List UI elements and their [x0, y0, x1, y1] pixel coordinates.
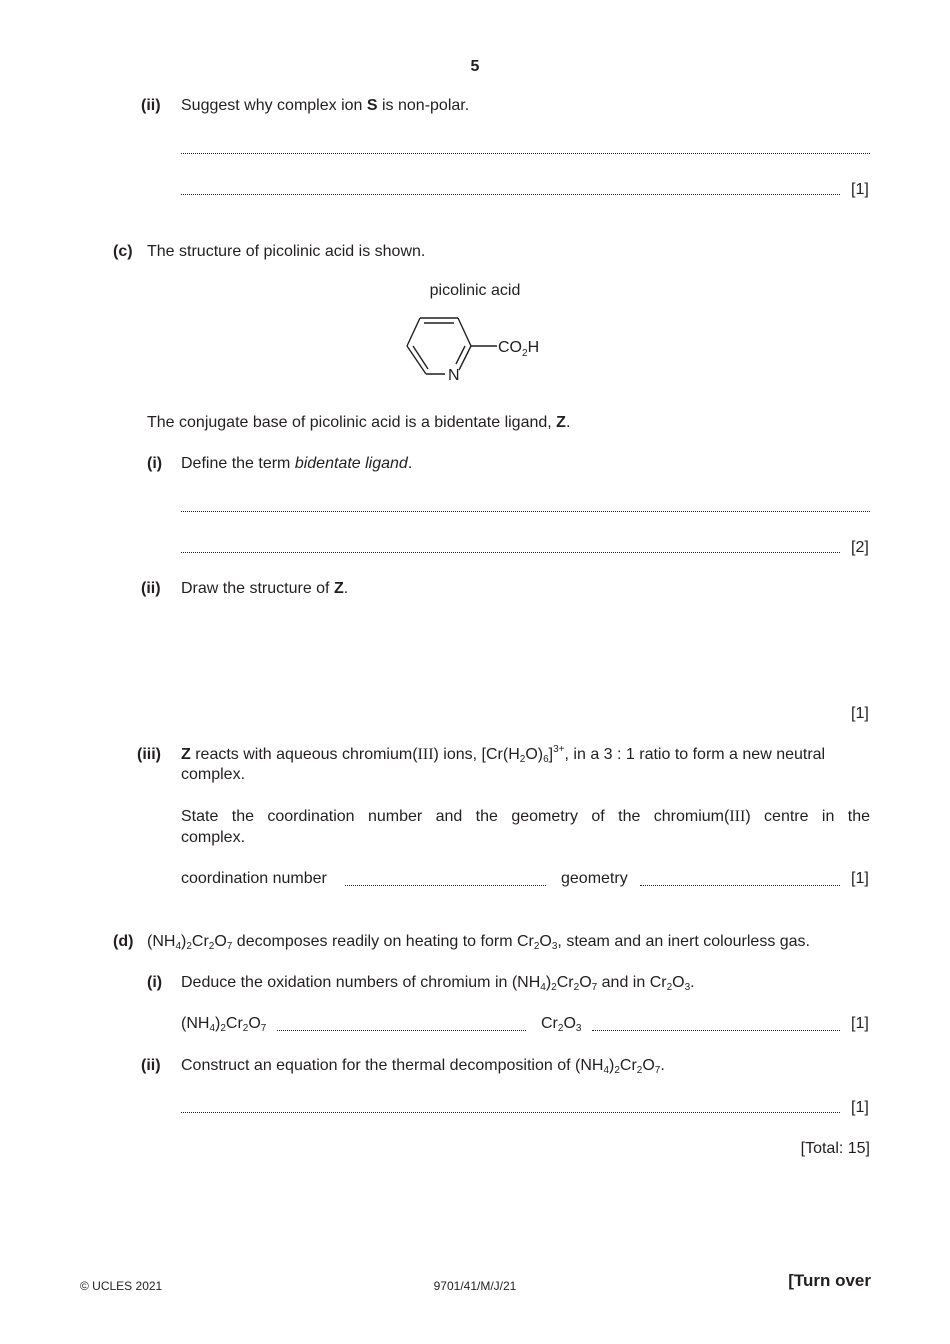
geometry-label: geometry [561, 870, 628, 887]
answer-line[interactable] [181, 552, 840, 553]
question-label-c-i: (i) [147, 455, 163, 472]
question-c-i-text: Define the term bidentate ligand. [181, 455, 413, 472]
question-label-d-ii: (ii) [141, 1057, 161, 1074]
footer-copyright: © UCLES 2021 [80, 1279, 163, 1293]
picolinic-acid-structure [400, 308, 570, 398]
mark-allocation: [1] [851, 705, 869, 722]
answer-line[interactable] [181, 1112, 840, 1113]
ring-bond [407, 318, 420, 346]
answer-line[interactable] [181, 153, 870, 154]
coordination-number-answer-line[interactable] [345, 885, 546, 886]
coordination-number-label: coordination number [181, 870, 327, 887]
ammonium-dichromate-label: $(NH_4)_2Cr_2O_7$ [181, 1015, 267, 1034]
oxidation-number-answer-line[interactable] [277, 1030, 526, 1031]
carboxyl-group-label: $CO_2H$ [498, 339, 540, 359]
footer-paper-code: 9701/41/M/J/21 [433, 1279, 517, 1293]
conjugate-base-text: The conjugate base of picolinic acid is a bidentate ligand, Z. [147, 414, 571, 431]
question-label-d: (d) [113, 933, 134, 950]
mark-allocation: [1] [851, 870, 869, 887]
total-marks: [Total: 15] [800, 1140, 870, 1157]
oxidation-number-answer-line[interactable] [592, 1030, 840, 1031]
geometry-answer-line[interactable] [640, 885, 840, 886]
ring-bond [459, 346, 471, 370]
answer-line[interactable] [181, 511, 870, 512]
question-label-b-ii: (ii) [141, 97, 161, 114]
mark-allocation: [1] [851, 1099, 869, 1116]
footer-turn-over: [Turn over [788, 1271, 871, 1290]
state-instruction-line2: complex. [181, 829, 246, 846]
mark-allocation: [1] [851, 1015, 869, 1032]
figure-caption: picolinic acid [429, 282, 521, 299]
mark-allocation: [1] [851, 181, 869, 198]
question-label-c-iii: (iii) [137, 746, 161, 763]
question-c-ii-text: Draw the structure of Z. [181, 580, 349, 597]
nitrogen-label: N [448, 367, 460, 384]
question-label-d-i: (i) [147, 974, 163, 991]
mark-allocation: [2] [851, 539, 869, 556]
page-number: 5 [470, 58, 480, 75]
question-c-iii-line1: Z reacts with aqueous chromium(III) ions, $[Cr(H_2O)_6]^{3+}$, in a 3 : 1 ratio to form a new neutral [181, 744, 826, 765]
question-d-i-text: Deduce the oxidation numbers of chromium in $(NH_4)_2Cr_2O_7$ and in $Cr_2O_3$. [181, 974, 695, 993]
drawing-area[interactable] [181, 605, 870, 700]
state-instruction-line1: State the coordination number and the geometry of the chromium(III) centre in the [181, 808, 871, 825]
question-b-ii-text: Suggest why complex ion S is non-polar. [181, 97, 470, 114]
question-d-ii-text: Construct an equation for the thermal decomposition of $(NH_4)_2Cr_2O_7$. [181, 1057, 665, 1076]
question-d-intro: $(NH_4)_2Cr_2O_7$ decomposes readily on heating to form $Cr_2O_3$, steam and an inert colourless gas. [147, 933, 810, 952]
question-c-iii-line2: complex. [181, 766, 246, 783]
chromium-oxide-label: $Cr_2O_3$ [541, 1015, 582, 1034]
ring-bond [458, 318, 471, 346]
question-label-c: (c) [113, 243, 133, 260]
question-c-intro: The structure of picolinic acid is shown. [147, 243, 426, 260]
answer-line[interactable] [181, 194, 840, 195]
question-label-c-ii: (ii) [141, 580, 161, 597]
